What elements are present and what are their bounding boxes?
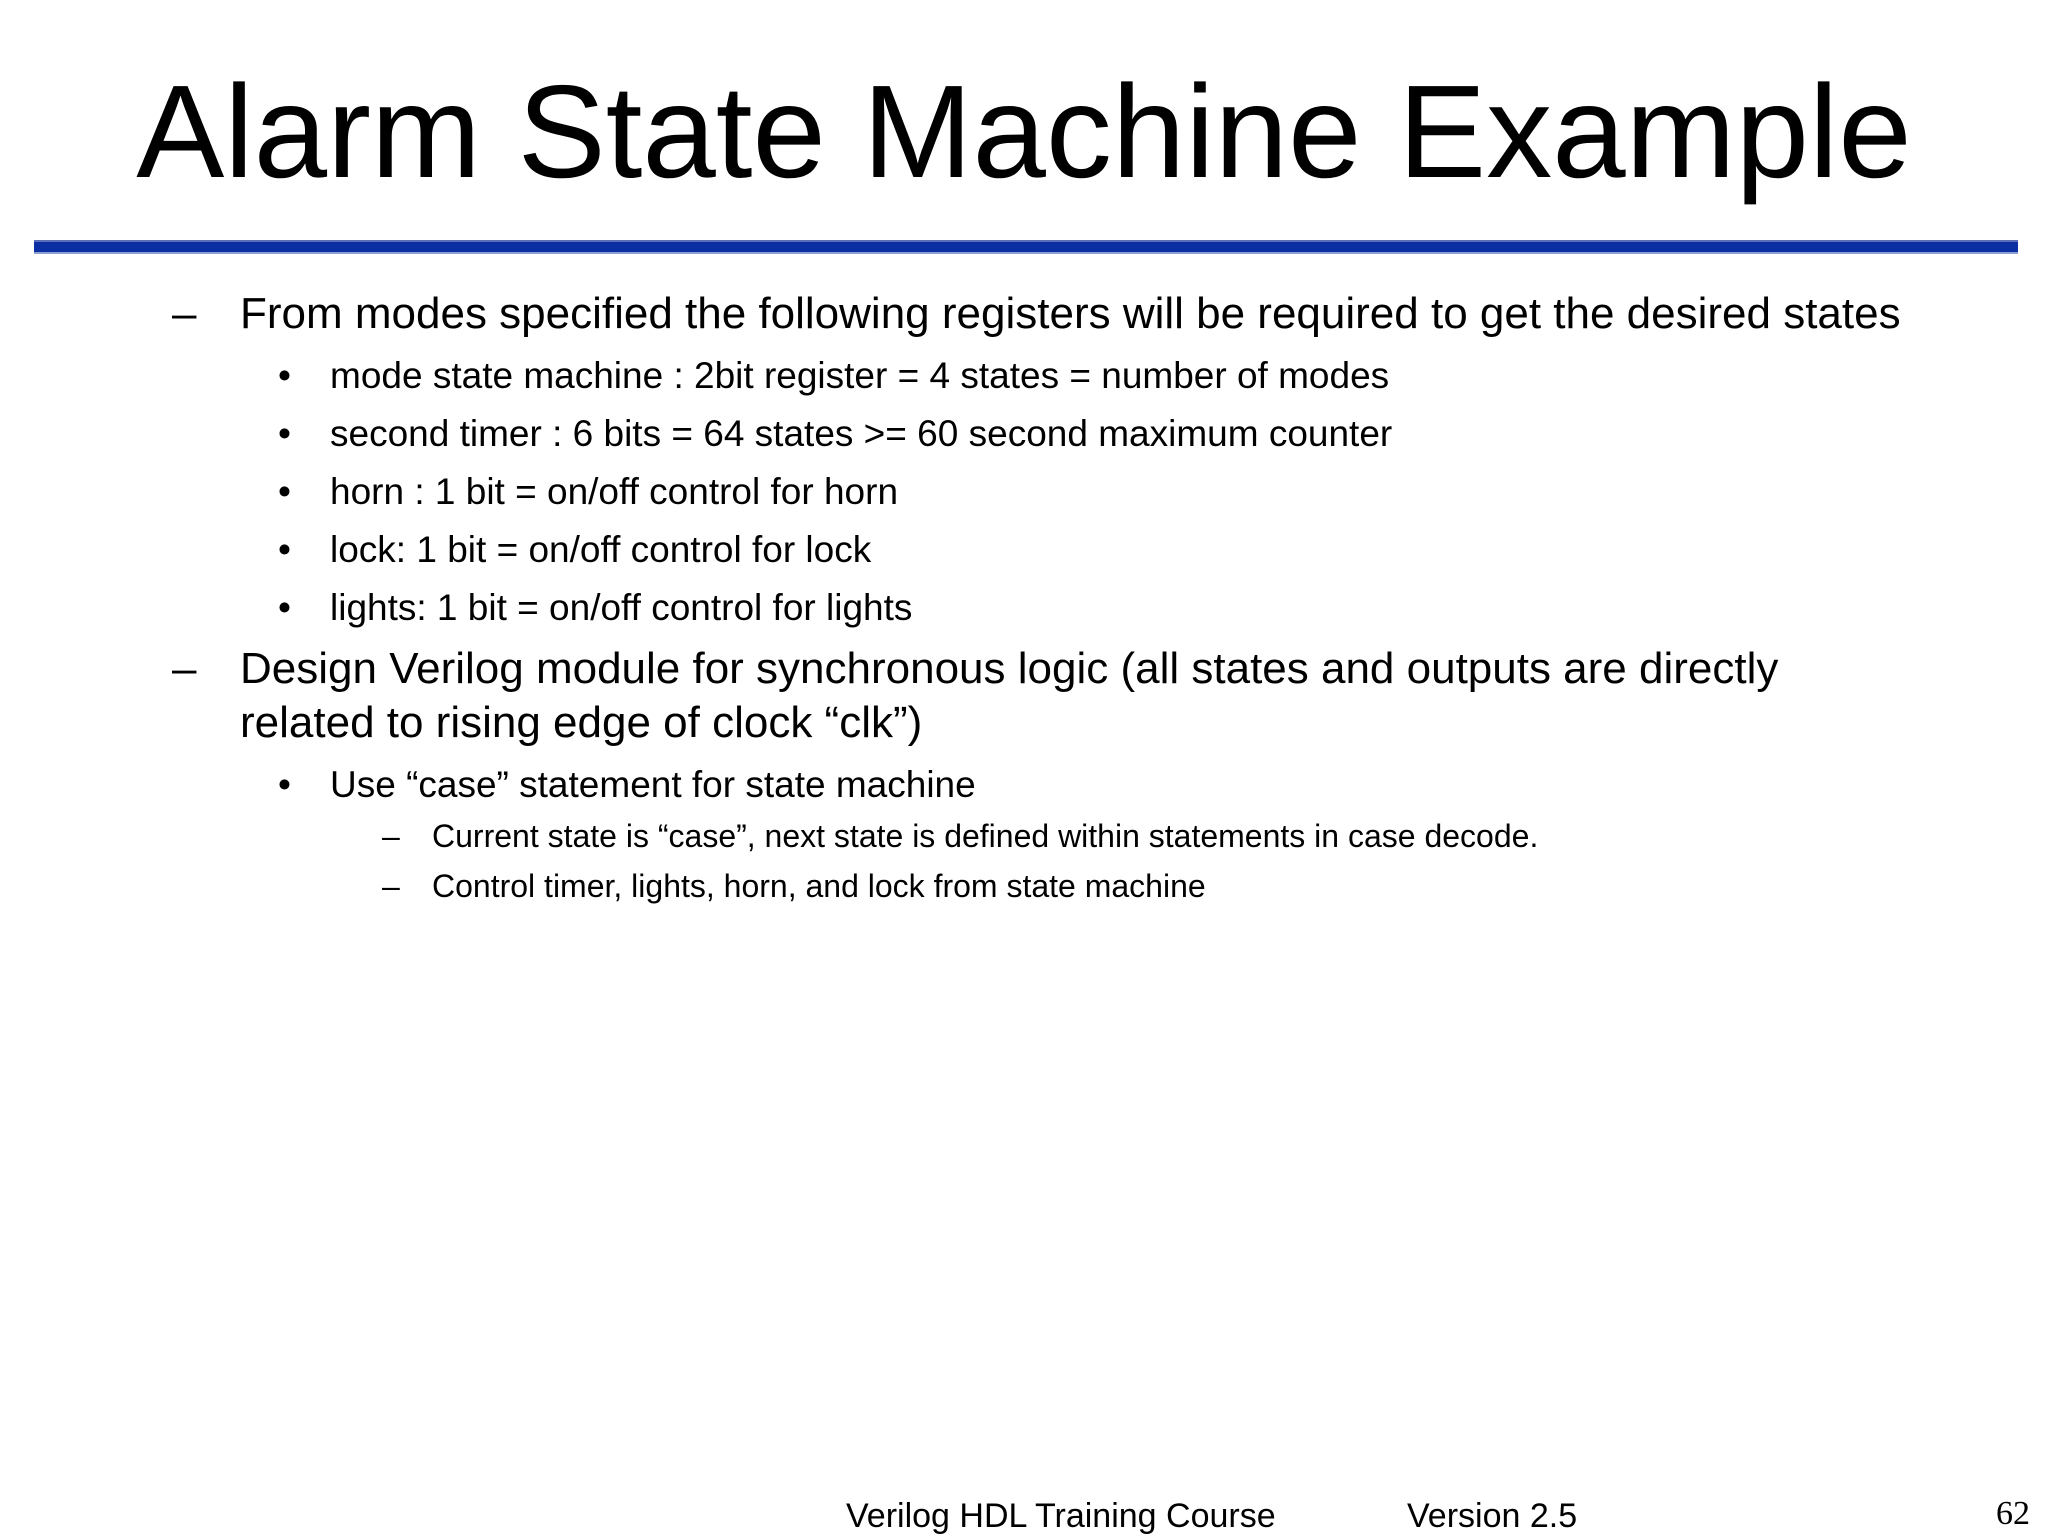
bullet-lock: lock: 1 bit = on/off control for lock [330, 529, 872, 570]
dash-marker: – [382, 818, 400, 854]
bullet-registers-required: From modes specified the following registers will be required to get the desired states [240, 289, 1901, 338]
dash-marker: – [172, 644, 197, 693]
bullet-use-case-statement: Use “case” statement for state machine [330, 764, 976, 805]
footer-version: Version 2.5 [1407, 1497, 1578, 1535]
bullet-second-timer: second timer : 6 bits = 64 states >= 60 second maximum counter [330, 413, 1393, 454]
bullet-marker: • [278, 355, 291, 396]
dash-marker: – [172, 289, 197, 338]
bullet-mode-state-machine: mode state machine : 2bit register = 4 states = number of modes [330, 355, 1390, 396]
bullet-marker: • [278, 764, 291, 805]
bullet-horn: horn : 1 bit = on/off control for horn [330, 471, 899, 512]
footer-course-title: Verilog HDL Training Course [846, 1497, 1276, 1535]
bullet-marker: • [278, 471, 291, 512]
bullet-design-verilog-module-line1: Design Verilog module for synchronous logic (all states and outputs are directly [240, 644, 1779, 693]
dash-marker: – [382, 868, 400, 904]
bullet-marker: • [278, 587, 291, 628]
bullet-marker: • [278, 413, 291, 454]
bullet-marker: • [278, 529, 291, 570]
bullet-lights: lights: 1 bit = on/off control for lights [330, 587, 913, 628]
bullet-design-verilog-module-line2: related to rising edge of clock “clk”) [240, 698, 923, 747]
slide-title: Alarm State Machine Example [136, 58, 1912, 205]
bullet-control-timer: Control timer, lights, horn, and lock from state machine [432, 868, 1206, 904]
page-number: 62 [1996, 1495, 2030, 1532]
bullet-current-state: Current state is “case”, next state is defined within statements in case decode. [432, 818, 1539, 854]
